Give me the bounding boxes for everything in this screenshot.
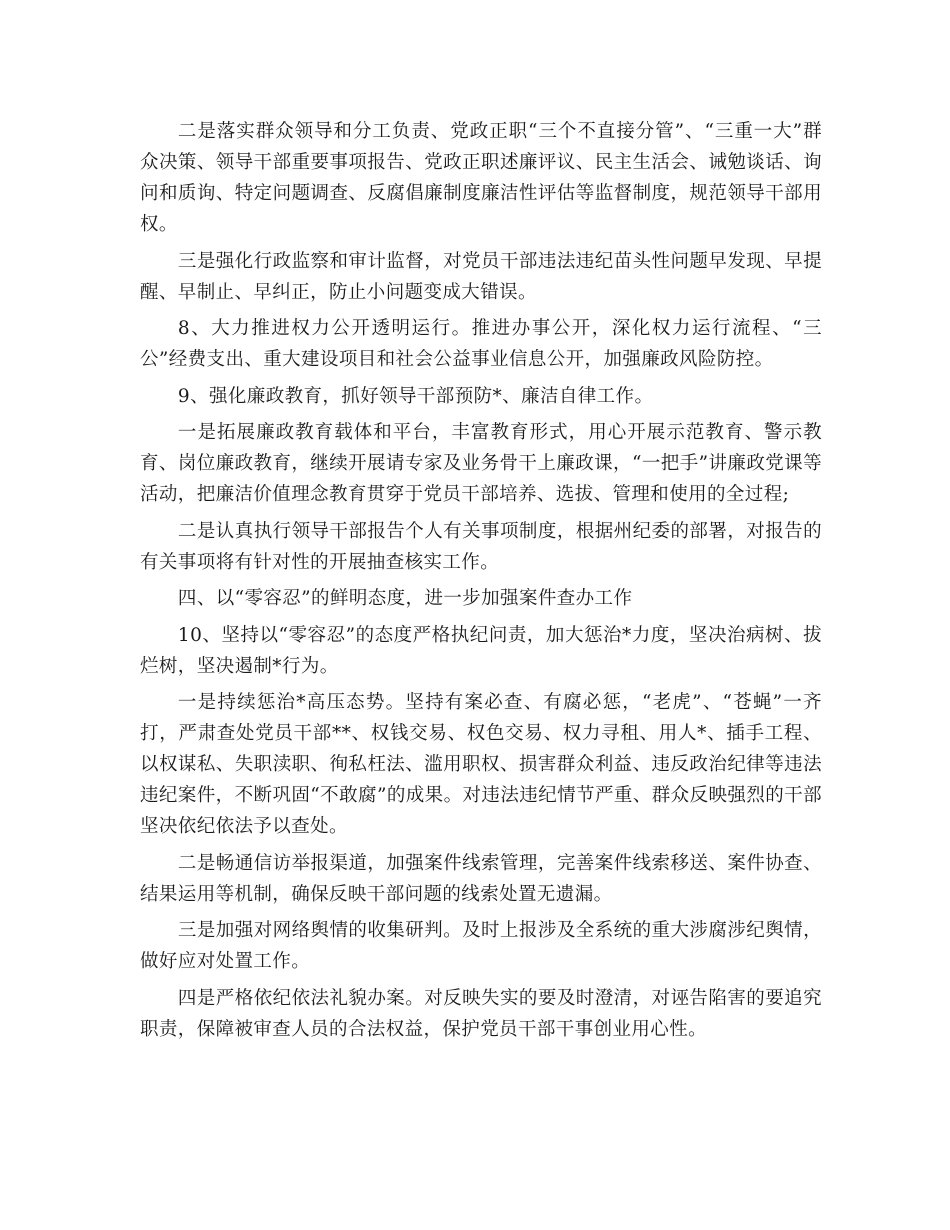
paragraph-case-handling: 四是严格依纪依法礼貌办案。对反映失实的要及时澄清，对诬告陷害的要追究职责，保障被审查人员的合法权益，保护党员干部干事创业用心性。 <box>140 987 822 1040</box>
document-body <box>140 116 822 1050</box>
paragraph-discipline-accountability: 10、坚持以“零容忍”的态度严格执纪问责，加大惩治*力度，坚决治病树、拔烂树，坚决遏制*行为。 <box>140 624 822 677</box>
paragraph-audit-supervision: 三是强化行政监察和审计监督，对党员干部违法违纪苗头性问题早发现、早提醒、早制止、早纠正，防止小问题变成大错误。 <box>140 250 822 303</box>
paragraph-education-platform: 一是拓展廉政教育载体和平台，丰富教育形式，用心开展示范教育、警示教育、岗位廉政教育，继续开展请专家及业务骨干上廉政课，“一把手”讲廉政党课等活动，把廉洁价值理念教育贯穿于党员干部培养、选拔、管理和使用的全过程; <box>140 422 822 505</box>
paragraph-integrity-education: 9、强化廉政教育，抓好领导干部预防*、廉洁自律工作。 <box>177 385 654 407</box>
paragraph-petition-channels: 二是畅通信访举报渠道，加强案件线索管理，完善案件线索移送、案件协查、结果运用等机制，确保反映干部问题的线索处置无遗漏。 <box>140 852 822 905</box>
paragraph-high-pressure-punishment: 一是持续惩治*高压态势。坚持有案必查、有腐必惩，“老虎”、“苍蝇”一齐打，严肃查处党员干部**、权钱交易、权色交易、权力寻租、用人*、插手工程、以权谋私、失职渎职、徇私枉法、滥用职权、损害群众利益、违反政治纪律等违法违纪案件，不断巩固“不敢腐”的成果。对违法违纪情节严重、群众反映强烈的干部坚决依纪依法予以查处。 <box>140 692 822 837</box>
paragraph-personal-reporting: 二是认真执行领导干部报告个人有关事项制度，根据州纪委的部署，对报告的有关事项将有针对性的开展抽查核实工作。 <box>140 520 822 573</box>
paragraph-power-transparency: 8、大力推进权力公开透明运行。推进办事公开，深化权力运行流程、“三公”经费支出、重大建设项目和社会公益事业信息公开，加强廉政风险防控。 <box>140 318 822 370</box>
paragraph-supervision-system: 二是落实群众领导和分工负责、党政正职“三个不直接分管”、“三重一大”群众决策、领导干部重要事项报告、党政正职述廉评议、民主生活会、诫勉谈话、询问和质询、特定问题调查、反腐倡廉制度廉洁性评估等监督制度，规范领导干部用权。 <box>140 121 822 235</box>
paragraph-online-opinion: 三是加强对网络舆情的收集研判。及时上报涉及全系统的重大涉腐涉纪舆情，做好应对处置工作。 <box>140 920 822 972</box>
section-heading-zero-tolerance: 四、以“零容忍”的鲜明态度，进一步加强案件查办工作 <box>177 588 633 609</box>
